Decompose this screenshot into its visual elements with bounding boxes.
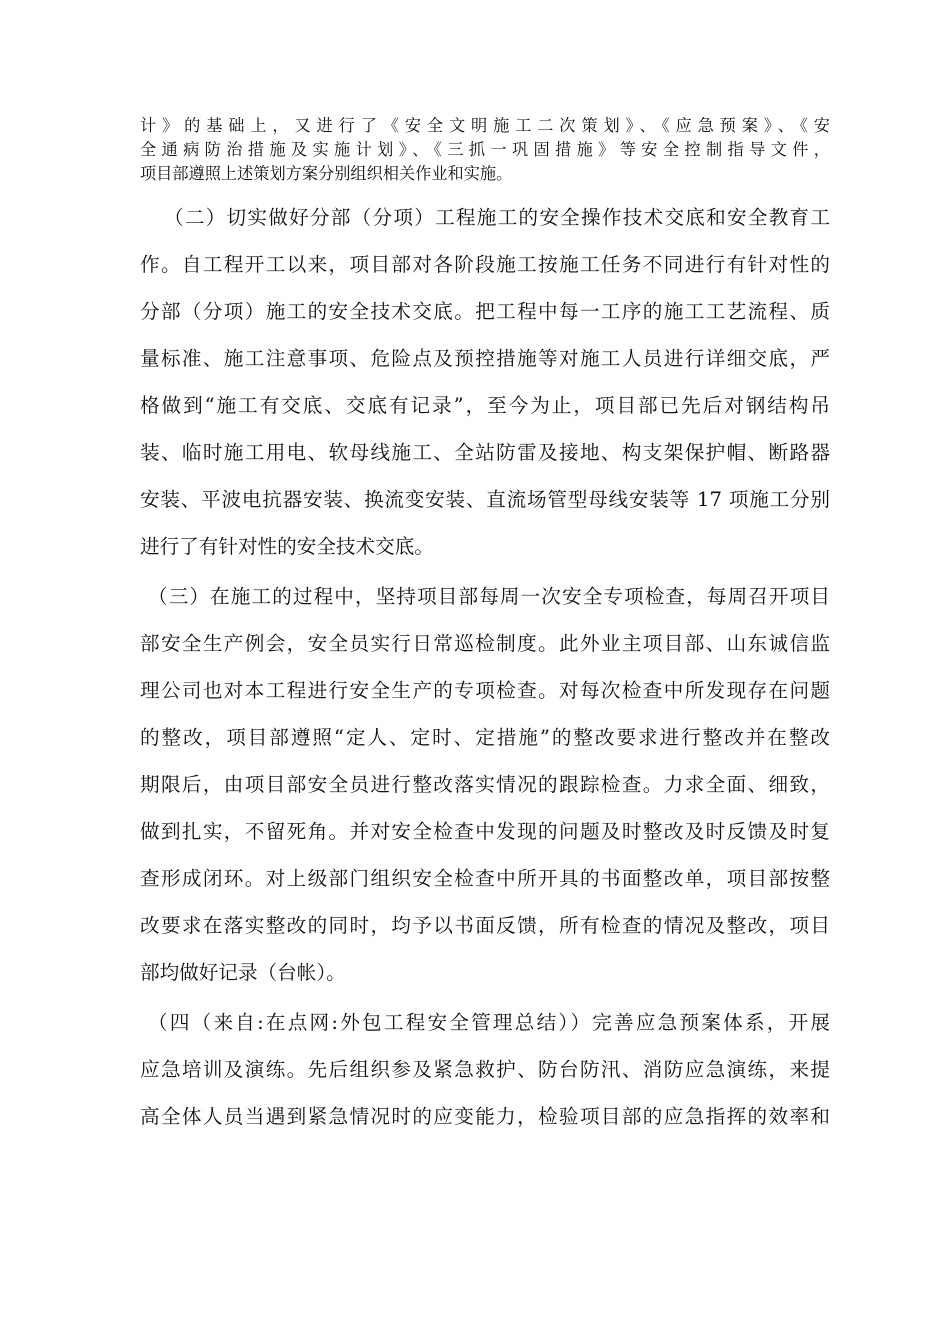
section-3-line-5: 期限后，由项目部安全员进行整改落实情况的跟踪检查。力求全面、细致，: [140, 773, 830, 796]
intro-line-3: 项目部遵照上述策划方案分别组织相关作业和实施。: [140, 164, 513, 183]
section-2-line-3: 分部（分项）施工的安全技术交底。把工程中每一工序的施工工艺流程、质: [140, 300, 830, 323]
section-4-line-3: 高全体人员当遇到紧急情况时的应变能力，检验项目部的应急指挥的效率和: [140, 1105, 830, 1128]
section-3-line-8: 改要求在落实整改的同时，均予以书面反馈，所有检查的情况及整改，项目: [140, 914, 830, 937]
section-4-line-2: 应急培训及演练。先后组织参及紧急救护、防台防汛、消防应急演练，来提: [140, 1058, 830, 1081]
section-2-line-6: 装、临时施工用电、软母线施工、全站防雷及接地、构支架保护帽、断路器: [140, 441, 830, 464]
section-3-line-7: 查形成闭环。对上级部门组织安全检查中所开具的书面整改单，项目部按整: [140, 867, 830, 890]
section-3-line-1: （三）在施工的过程中，坚持项目部每周一次安全专项检查，每周召开项目: [148, 585, 830, 608]
section-3-line-9: 部均做好记录（台帐）。: [140, 961, 346, 984]
section-2-line-4: 量标准、施工注意事项、危险点及预控措施等对施工人员进行详细交底，严: [140, 347, 830, 370]
section-3-line-6: 做到扎实，不留死角。并对安全检查中发现的问题及时整改及时反馈及时复: [140, 820, 830, 843]
section-2-line-1: （二）切实做好分部（分项）工程施工的安全操作技术交底和安全教育工: [164, 206, 830, 229]
intro-line-2: 全通病防治措施及实施计划》、《三抓一巩固措施》等安全控制指导文件，: [140, 140, 830, 159]
section-2-line-8: 进行了有针对性的安全技术交底。: [140, 535, 434, 558]
section-3-line-4: 的整改，项目部遵照“定人、定时、定措施”的整改要求进行整改并在整改: [140, 726, 830, 749]
section-2-line-7: 安装、平波电抗器安装、换流变安装、直流场管型母线安装等 17 项施工分别: [140, 488, 830, 511]
section-3-line-3: 理公司也对本工程进行安全生产的专项检查。对每次检查中所发现存在问题: [140, 679, 830, 702]
section-3-line-2: 部安全生产例会，安全员实行日常巡检制度。此外业主项目部、山东诚信监: [140, 632, 830, 655]
section-2-line-2: 作。自工程开工以来，项目部对各阶段施工按施工任务不同进行有针对性的: [140, 253, 830, 276]
section-4-line-1: （四（来自:在点网:外包工程安全管理总结））完善应急预案体系，开展: [148, 1011, 830, 1034]
section-2-line-5: 格做到“施工有交底、交底有记录”，至今为止，项目部已先后对钢结构吊: [140, 394, 830, 417]
intro-line-1: 计》的基础上，又进行了《安全文明施工二次策划》、《应急预案》、《安: [140, 116, 830, 135]
